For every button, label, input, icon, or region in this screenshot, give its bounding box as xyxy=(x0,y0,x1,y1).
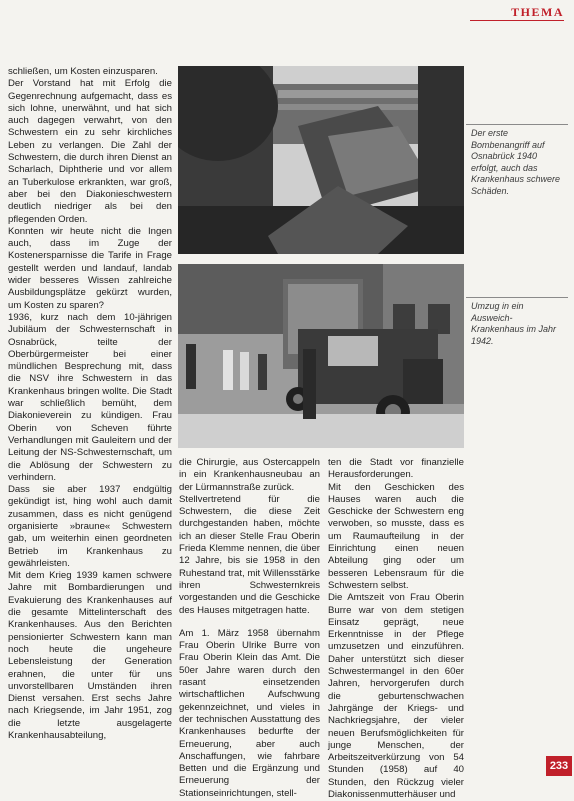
caption-rule xyxy=(466,124,568,125)
paragraph: Stellvertretend für die Schwestern, die diese Zeit durchgestanden haben, möchte ich an dieser Stelle Frau Oberin Frieda Klemme nennen, die über 12 Jahre, bis sie 1958 in den Ruhestand trat, mit Willensstärke ihren Schwesternkreis vorgestanden und die Geschicke des Hauses mitgetragen hatte. xyxy=(179,493,320,616)
bombed-hospital-photo xyxy=(178,66,464,254)
page-number: 233 xyxy=(546,756,572,776)
paragraph: schließen, um Kosten einzusparen. xyxy=(8,66,158,77)
paragraph: Dass sie aber 1937 endgültig gekündigt ist, hing wohl auch damit zusammen, dass es nicht genügend organisierte »braune« Schwestern gab, um weiterhin einen geordneten Betrieb im Krankenhaus zu gewährleisten. xyxy=(8,484,172,569)
photo-caption-top: Der erste Bombenangriff auf Osnabrück 1940 erfolgt, auch das Krankenhaus schwere Schäden. xyxy=(471,128,561,196)
hospital-move-photo xyxy=(178,264,464,448)
paragraph: Mit den Geschicken des Hauses waren auch die Geschicke der Schwestern eng verwoben, so musste, dass es um Raumaufteilung in der Einrichtung einen neuen Abteilung ging oder um besseren Lebensraum für die Schwestern selbst. xyxy=(328,481,464,591)
paragraph: Die Amtszeit von Frau Oberin Burre war von dem stetigen Einsatz geprägt, neue Erkenntnisse in der Pflege umzusetzen und einzuführen. Daher unterstützt sich dieser Schwestermangel in den 60er Jahren, hervorgerufen durch die geburtenschwachen Jahrgänge der Kriegs- und Nachkriegsjahre, der vieler neuen Berufsmöglichkeiten für junge Menschen, der Arbeitszeitverkürzung von 54 Stunden (1958) auf 40 Stunden, den Rückzug vieler Diakonissenmutterhäuser und xyxy=(328,592,464,801)
paragraph: die Chirurgie, aus Ostercappeln in ein Krankenhausneubau an der Lürmannstraße zurück. xyxy=(179,457,320,493)
paragraph: Der Vorstand hat mit Erfolg die Gegenrechnung aufgemacht, dass es sich lohne, unerwähnt, und hat sich auch dagegen verwahrt, von den Schwestern ein zu sehr kirchliches Leben zu verlangen. Die Zahl der Schwestern, die durch ihren Dienst an Scharlach, Diphtherie und vor allem an Tuberkulose erkrankten, war groß, aber bei den Diakonieschwestern deutlich niedriger als bei den pflegenden Orden. xyxy=(8,78,172,225)
paragraph: Mit dem Krieg 1939 kamen schwere Jahre mit Bombardierungen und Evakuierung des Krankenhauses auf die gesamte Mittelinterschaft des Krankenhauses. Aus den Berichten pensionierter Schwestern kann man noch heute die ungeheure Lebensleistung der Generation erahnen, die unter für uns unvorstellbaren Umständen ihren Dienst versahen. Erst sechs Jahre nach Kriegsende, im Jahr 1951, zog die letzte ausgelagerte Krankenhausabteilung, xyxy=(8,570,172,742)
paragraph: Am 1. März 1958 übernahm Frau Oberin Ulrike Burre von Frau Oberin Klein das Amt. Die 50er Jahre waren durch den rasant einsetzenden wirtschaftlichen Aufschwung gekennzeichnet, und vieles in der technischen Ausstattung des Krankenhauses bedurfte der Erneuerung, aber auch Anschaffungen, wie fahrbare Betten und die Ergänzung und Erneuerung der Stationseinrichtungen, stell- xyxy=(179,627,320,799)
paragraph: 1936, kurz nach dem 10-jährigen Jubiläum der Schwesternschaft in Osnabrück, teilte der Oberbürgermeister bei einer mündlichen Besprechung mit, dass die NSV ihre Schwestern in das Krankenhaus bringen wollte. Die Stadt war schließlich bemüht, dem Diakonieverein zu kündigen. Frau Oberin von Scheven führte Verhandlungen mit Gauleitern und der Leitung der NS-Schwesternschaft, um die Ablösung der Schwestern zu verhindern. xyxy=(8,311,172,483)
caption-rule xyxy=(466,297,568,298)
text-column-middle xyxy=(179,457,320,800)
paragraph: ten die Stadt vor finanzielle Herausforderungen. xyxy=(328,457,464,481)
photo-caption-bottom: Umzug in ein Ausweich-Krankenhaus im Jahr 1942. xyxy=(471,301,557,346)
section-label: THEMA xyxy=(511,5,564,19)
text-column-left xyxy=(8,66,172,742)
text-column-right xyxy=(328,457,464,801)
header-rule xyxy=(470,20,564,21)
paragraph: Konnten wir heute nicht die Ingen auch, dass im Zuge der Kostenersparnisse die Tarife in Frage gestellt werden und landauf, landab wider besseres Wissen zahlreiche Ausbildungsplätze gekürzt wurden, um Kosten zu sparen? xyxy=(8,225,172,311)
